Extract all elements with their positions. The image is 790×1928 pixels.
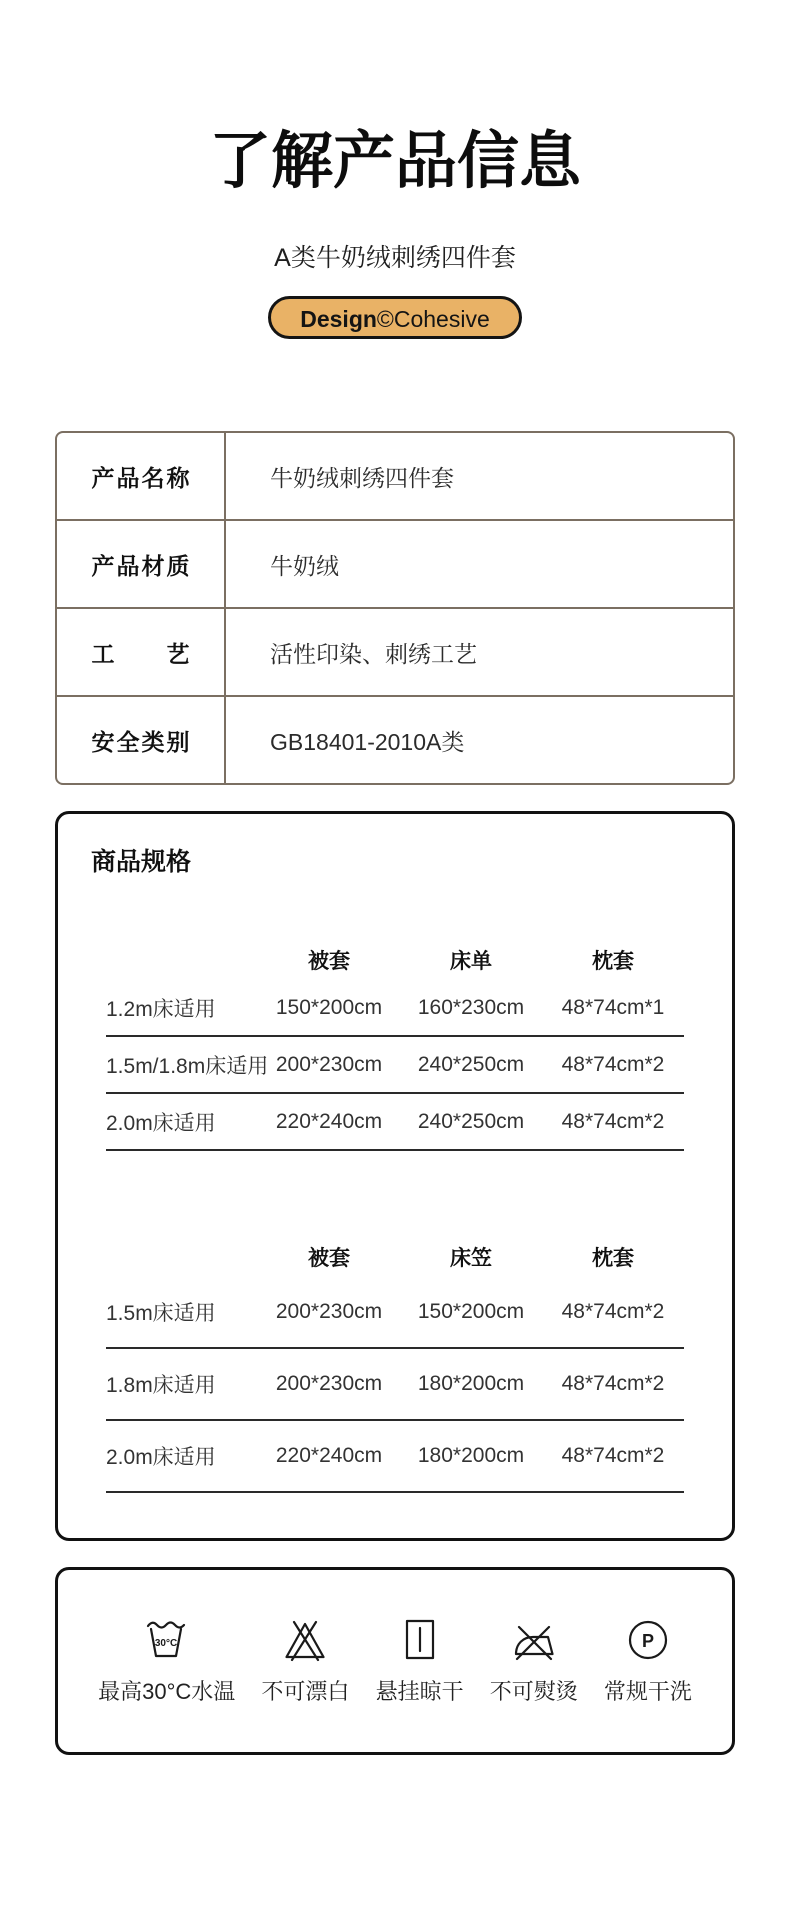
badge-brand-bold: Design xyxy=(300,306,377,332)
spec-value: 150*200cm xyxy=(417,1300,525,1323)
product-info-table xyxy=(55,431,735,785)
page-subtitle: A类牛奶绒刺绣四件套 xyxy=(274,244,516,272)
spec-value: 48*74cm*2 xyxy=(561,1109,665,1133)
spec-row-label: 2.0m床适用 xyxy=(106,1446,216,1469)
spec-value: 48*74cm*2 xyxy=(561,1052,665,1076)
care-item-label: 不可漂白 xyxy=(261,1679,350,1704)
info-label-cell xyxy=(57,433,226,519)
spec-value: 48*74cm*2 xyxy=(561,1372,665,1395)
table-row xyxy=(106,1094,684,1151)
info-label: 工 艺 xyxy=(91,640,190,667)
care-item xyxy=(98,1616,235,1706)
spec-value: 220*240cm xyxy=(275,1444,383,1467)
spec-row-label: 2.0m床适用 xyxy=(106,1111,216,1135)
spec-header-row xyxy=(106,940,684,980)
spec-value: 48*74cm*2 xyxy=(561,1444,665,1467)
table-row xyxy=(57,695,733,783)
spec-value: 220*240cm xyxy=(275,1109,383,1133)
care-item xyxy=(261,1616,349,1706)
table-row xyxy=(106,980,684,1037)
specs-heading: 商品规格 xyxy=(91,848,192,876)
info-label-cell xyxy=(57,609,226,695)
spec-table-fitted xyxy=(106,1237,684,1493)
table-row xyxy=(106,1037,684,1094)
spec-value: 160*230cm xyxy=(417,995,525,1019)
info-label: 产品名称 xyxy=(91,464,190,491)
hang-dry-icon xyxy=(396,1616,444,1662)
spec-row-label: 1.5m床适用 xyxy=(106,1302,216,1325)
svg-text:30°C: 30°C xyxy=(154,1638,177,1649)
svg-text:P: P xyxy=(641,1631,654,1651)
spec-column-header: 枕套 xyxy=(592,950,634,973)
spec-value: 180*200cm xyxy=(417,1372,525,1395)
info-label-cell xyxy=(57,697,226,783)
design-badge xyxy=(268,296,522,339)
design-badge-wrap xyxy=(0,296,790,339)
info-value: 活性印染、刺绣工艺 xyxy=(270,640,477,667)
table-row xyxy=(106,1349,684,1421)
spec-value: 150*200cm xyxy=(275,995,383,1019)
spec-value: 240*250cm xyxy=(417,1109,525,1133)
care-item-label: 悬挂晾干 xyxy=(375,1679,464,1704)
spec-value: 180*200cm xyxy=(417,1444,525,1467)
wash-30-icon xyxy=(143,1616,191,1662)
spec-value: 200*230cm xyxy=(275,1300,383,1323)
spec-value: 240*250cm xyxy=(417,1052,525,1076)
table-row xyxy=(106,1421,684,1493)
page-title: 了解产品信息 xyxy=(208,127,581,196)
spec-value: 48*74cm*1 xyxy=(561,995,665,1019)
care-item-label: 最高30°C水温 xyxy=(98,1679,236,1704)
table-row xyxy=(57,519,733,607)
spec-column-header: 枕套 xyxy=(592,1247,634,1270)
spec-header-row xyxy=(106,1237,684,1277)
spec-value: 200*230cm xyxy=(275,1052,383,1076)
spec-column-header: 床单 xyxy=(450,950,492,973)
badge-brand-rest: ©Cohesive xyxy=(376,306,490,332)
table-row xyxy=(57,433,733,519)
care-item xyxy=(604,1616,692,1706)
info-value: 牛奶绒 xyxy=(270,552,339,579)
info-label: 安全类别 xyxy=(91,728,190,755)
spec-row-label: 1.8m床适用 xyxy=(106,1374,216,1397)
spec-row-label: 1.2m床适用 xyxy=(106,997,216,1021)
care-item xyxy=(376,1616,464,1706)
care-item-label: 不可熨烫 xyxy=(489,1679,578,1704)
spec-table-sheet xyxy=(106,940,684,1151)
spec-row-label: 1.5m/1.8m床适用 xyxy=(106,1054,269,1078)
spec-column-header: 床笠 xyxy=(450,1247,492,1270)
info-value: GB18401-2010A类 xyxy=(270,728,465,755)
dry-clean-icon xyxy=(624,1616,672,1662)
spec-value: 200*230cm xyxy=(275,1372,383,1395)
spec-column-header: 被套 xyxy=(308,1247,350,1270)
care-item-label: 常规干洗 xyxy=(603,1679,692,1704)
no-bleach-icon xyxy=(281,1616,329,1662)
table-row xyxy=(57,607,733,695)
table-row xyxy=(106,1277,684,1349)
info-label: 产品材质 xyxy=(91,552,190,579)
spec-column-header: 被套 xyxy=(308,950,350,973)
info-label-cell xyxy=(57,521,226,607)
care-item xyxy=(490,1616,578,1706)
spec-value: 48*74cm*2 xyxy=(561,1300,665,1323)
info-value: 牛奶绒刺绣四件套 xyxy=(270,464,454,491)
no-iron-icon xyxy=(509,1616,559,1662)
specs-box xyxy=(55,811,735,1541)
care-instructions-box xyxy=(55,1567,735,1755)
